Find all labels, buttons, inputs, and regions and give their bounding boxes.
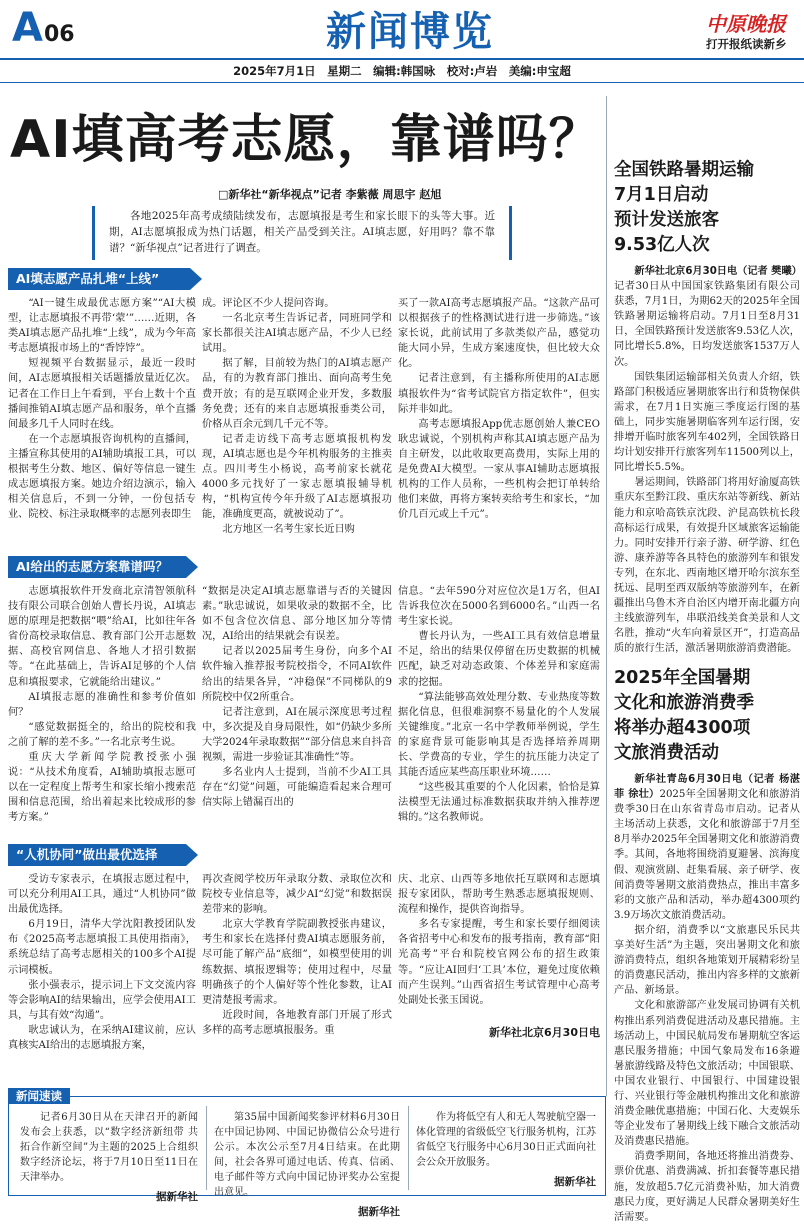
- source-line: 新华社北京6月30日电: [489, 1026, 600, 1039]
- article-paragraph: AI填报志愿的准确性和参考价值如何？: [8, 691, 196, 718]
- section1-col3: [398, 296, 600, 554]
- brief-divider: [408, 1106, 409, 1190]
- story1-title-line: 全国铁路暑期运输: [614, 160, 754, 180]
- story2-paragraph: 文化和旅游部产业发展司协调有关机构推出系列消费促进活动及惠民措施。主场活动上，中国民航局发布暑期航空客运惠民服务措施；中国气象局发布16条避暑旅游线路及特色文旅活动；中国银联、中国农业银行、中国银行、中国建设银行、兴业银行等金融机构推出文化和旅游消费金融优惠措施；中国石化、大麦娱乐等企业发布了暑期线上线下融合文旅活动及消费惠民措施。: [614, 1000, 800, 1148]
- brief-item: [416, 1110, 596, 1194]
- intro-box: [92, 206, 512, 260]
- article-paragraph: 记者走访线下高考志愿填报机构发现，AI填志愿也是今年机构服务的主推卖点。四川考生小杨说，高考前家长就花4000多元找好了一家志愿填报辅导机构，“机构宣传今年升级了AI志愿填报功能，准确度更高，就被说动了”。: [202, 433, 392, 521]
- section2-col1: [8, 584, 196, 842]
- article-paragraph: 据了解，目前较为热门的AI填志愿产品，有的为教育部门推出、面向高考生免费开放；有的是互联网企业开发，多数服务免费；还有的来自志愿填报垂类公司，价格从百余元到几千元不等。: [202, 358, 392, 430]
- sidebar-story1-body: [614, 264, 802, 655]
- brief-text: 第35届中国新闻奖参评材料6月30日在中国记协网、中国记协微信公众号进行公示。本次公示至7月4日结束。在此期间，社会各界可通过电话、传真、信函、电子邮件等方式向中国记协评奖办公室提出意见。: [214, 1112, 400, 1198]
- article-paragraph: 北方地区一名考生家长近日购: [222, 524, 355, 536]
- article-paragraph: 重庆大学新闻学院教授张小强说：“从技术角度看，AI辅助填报志愿可以在一定程度上帮考生和家长缩小搜索范围和信息范围，给出着起来比较成形的参考方案。”: [8, 752, 196, 824]
- article-paragraph: 成。评论区不少人提问咨询。: [202, 298, 335, 309]
- brief-text: 作为将低空有人和无人驾驶航空器一体化管理的省级低空飞行服务机构，江苏省低空飞行服务中心6月30日正式面向社会公众开放服务。: [416, 1112, 596, 1168]
- sidebar-story2-title: [614, 666, 800, 766]
- intro-text: 各地2025年高考成绩陆续发布，志愿填报是考生和家长眼下的头等大事。近期，AI志愿填报成为热门话题，相关产品受到关注。AI填志愿，好用吗？靠不靠谱？“新华视点”记者进行了调查。: [109, 210, 495, 254]
- story1-title-line: 9.53亿人次: [614, 235, 710, 255]
- section-heading-2: AI给出的志愿方案靠谱吗？: [8, 556, 186, 578]
- logo-text: 中原晚报: [706, 14, 786, 36]
- section3-col2: [202, 872, 392, 1042]
- article-paragraph: 多名业内人士提到，当前不少AI工具存在“幻觉”问题，可能编造看起来合理可信实际上错漏百出的: [202, 767, 392, 809]
- article-paragraph: 受访专家表示，在填报志愿过程中，可以充分利用AI工具，通过“人机协同”做出最优选择。: [8, 874, 196, 916]
- article-paragraph: 耿忠诚认为，在采纳AI建议前，应认真核实AI给出的志愿填报方案，: [8, 1024, 196, 1052]
- column-divider: [606, 96, 607, 1096]
- article-paragraph: 志愿填报软件开发商北京清智领航科技有限公司联合创始人曹长丹说，AI填志愿的原理是把数据“喂”给AI，比如往年各省份高校录取信息、教育部门公开志愿数据、高校官网信息、各地人才招引数据等。“在此基础上，告诉AI足够的个人信息和填报要求，它就能给出建议。”: [8, 586, 196, 688]
- slogan: 打开报纸读新乡: [706, 37, 787, 51]
- dateline: 2025年7月1日 星期二 编辑:韩国咏 校对:卢岩 美编:申宝超: [233, 64, 571, 78]
- newspaper-logo: [706, 8, 786, 37]
- article-paragraph: 多名专家提醒，考生和家长要仔细阅读各省招考中心和发布的报考指南，教育部“阳光高考”平台和院校官网公布的招生政策等。“应让AI回归‘工具’本位，避免过度依赖而产生误判。”山西省招生考试管理中心高考处副处长张玉国说。: [398, 919, 600, 1006]
- story2-paragraph: 2025年全国暑期文化和旅游消费季30日在山东省青岛市启动。记者从主场活动上获悉，文化和旅游部于7月至8月举办2025年全国暑期文化和旅游消费季。其间，各地将围绕消夏避暑、滨海度假、观演赏剧、赶集看展、亲子研学、夜间消费等暑期文旅消费热点，推出丰富多彩的文旅产品和活动，举办超4300项约3.9万场次文旅消费活动。: [614, 789, 801, 921]
- story1-dateline: 新华社北京6月30日电（记者 樊曦）: [634, 266, 802, 277]
- story1-paragraph: 国铁集团运输部相关负责人介绍，铁路部门积极适应暑期旅客出行和货物保供需求，在7月1日实施三季度运行图的基础上，同步实施暑期临客列车运行图，安排增开临时旅客列车402列，全国铁路日均计划安排开行旅客列车11500列以上，同比增长5.5%。: [614, 371, 800, 474]
- story2-title-line: 2025年全国暑期: [614, 668, 751, 688]
- story2-paragraph: 消费季期间，各地还将推出消费券、票价优惠、消费满减、折扣套餐等惠民措施，发放超5.7亿元消费补贴，加大消费惠民力度，更好满足人民群众暑期美好生活需要。: [614, 1151, 800, 1223]
- story2-paragraph: 据介绍，消费季以“文旅惠民乐民共享美好生活”为主题，突出暑期文化和旅游消费特点，组织各地策划开展精彩纷呈的消费惠民活动，推出内容多样的文旅新产品、新场景。: [614, 924, 800, 997]
- section2-col3: [398, 584, 600, 842]
- masthead-rule-bottom: [0, 82, 804, 83]
- section3-col3: [398, 872, 600, 1022]
- article-paragraph: 高考志愿填报App优志愿创始人兼CEO耿忠诚说，个别机构声称其AI填志愿产品为自主研发，以此收取更高费用，实际上用的是免费AI大模型。一家从事AI辅助志愿填报机构的工作人员称，一些机构会把订单转给他们来做，再将方案转卖给考生和家长，“加价几百元或上千元”。: [398, 418, 600, 521]
- article-paragraph: 6月19日，清华大学沈阳教授团队发布《2025高考志愿填报工具使用指南》，系统总结了高考志愿相关的100多个AI提示词模板。: [8, 919, 196, 976]
- brief-source: 据新华社: [554, 1176, 596, 1188]
- article-paragraph: 记者注意到，AI在展示深度思考过程中，多次提及自身局限性，如“仍缺少多所大学2024年录取数据”“部分信息来自抖音视频，需进一步验证其准确性”等。: [202, 706, 392, 764]
- story2-title-line: 将举办超4300项: [614, 718, 751, 738]
- page-number: 06: [44, 22, 75, 47]
- main-headline: AI填高考志愿，靠谱吗？: [10, 110, 602, 170]
- brief-text: 记者6月30日从在天津召开的新闻发布会上获悉，以“数字经济新纽带 共拓合作新空间”为主题的2025上合组织数字经济论坛，将于7月10日至11日在天津举办。: [20, 1112, 198, 1183]
- brief-item: [20, 1110, 198, 1203]
- story2-title-line: 文化和旅游消费季: [614, 693, 754, 713]
- brief-item: [214, 1110, 400, 1218]
- article-paragraph: 在一个志愿填报咨询机构的直播间，主播宣称其使用的AI辅助填报工具，可以根据考生分数、地区、偏好等信息一键生成志愿填报方案。她边介绍边演示，输入相关信息后，不到一分钟，一份包括专业、院校、标注录取概率的志愿列表即生: [8, 433, 196, 521]
- section-title: 新闻博览: [326, 9, 494, 55]
- article-paragraph: 一名北京考生告诉记者，同班同学和家长都很关注AI填志愿产品，不少人已经试用。: [202, 313, 392, 355]
- story1-paragraph: 暑运期间，铁路部门将用好渝厦高铁重庆东至黔江段、重庆东站等新线、新站能力和京哈高铁京沈段、沪昆高铁杭长段高标运行成果，有效提升区域旅客运输能力。同时安排开行亲子游、研学游、红色游、康养游等各具特色的旅游列车和银发专列，在东北、西南地区增开哈尔滨东至抚远、昆明至西双版纳等旅游列车，在新疆推出乌鲁木齐自治区内增开南北疆方向主线旅游列车，串联沿线美食美景和人文名胜，推动“火车向着景区开”，打造高品质的旅行生活，激活暑期旅游消费潜能。: [614, 477, 800, 655]
- brief-divider: [206, 1106, 207, 1190]
- article-paragraph: “感觉数据挺全的，给出的院校和我之前了解的差不多。”一名北京考生说。: [8, 721, 196, 748]
- article-paragraph: “算法能够高效处理分数、专业热度等数据化信息，但很难洞察不易量化的个人发展关键维度。”北京一名中学教师举例说，学生的家庭背景可能影响其是否选择培养周期长、学费高的专业，学生的抗压能力决定了其能否适应某些高压职业环境……: [398, 691, 600, 779]
- article-paragraph: 张小强表示，提示词上下文交流内容等会影响AI的结果输出，应学会使用AI工具，与其有效“沟通”。: [8, 979, 196, 1021]
- article-paragraph: 买了一款AI高考志愿填报产品。“这款产品可以根据孩子的性格测试进行进一步筛选。”该家长说，此前试用了多款类似产品，感觉功能大同小异，生成方案速度快，但比较大众化。: [398, 298, 600, 370]
- brief-source: 据新华社: [358, 1206, 400, 1218]
- section2-col2: [202, 584, 392, 842]
- article-paragraph: “数据是决定AI填志愿靠谱与否的关键因素。”耿忠诚说，如果收录的数据不全，比如不包含位次信息、部分地区加分等情况，AI给出的结果就会有误差。: [202, 586, 392, 643]
- story1-title-line: 7月1日启动: [614, 185, 709, 205]
- masthead: [0, 0, 804, 88]
- section-heading-3: “人机协同”做出最优选择: [8, 844, 186, 866]
- sidebar-story2-body: [614, 772, 801, 1223]
- section1-col1: [8, 296, 196, 554]
- section-heading-1: AI填志愿产品扎堆“上线”: [8, 268, 190, 290]
- article-paragraph: 曹长丹认为，一些AI工具有效信息增量不足，给出的结果仅停留在历史数据的机械匹配，缺乏对动态政策、个体差异和家庭需求的挖掘。: [398, 631, 600, 688]
- article-paragraph: 短视频平台数据显示，最近一段时间，AI志愿填报相关话题播放量近亿次。记者在工作日上午看到，平台上数十个直播间推销AI填志愿产品和服务，单个直播间最多几千人同时在线。: [8, 358, 196, 430]
- article-paragraph: 记者注意到，有主播称所使用的AI志愿填报软件为“省考试院官方指定软件”，但实际并非如此。: [398, 373, 600, 415]
- story2-title-line: 文旅消费活动: [614, 743, 719, 763]
- article-paragraph: “这些极其重要的个人化因素，恰恰是算法模型无法通过标准数据获取并纳入推荐逻辑的。”这名教师说。: [398, 782, 600, 824]
- masthead-rule-top: [0, 58, 804, 60]
- article-paragraph: 记者以2025届考生身份，向多个AI软件输入推荐报考院校指令，不同AI软件给出的结果各异，“冲稳保”不同梯队的9所院校中仅2所重合。: [202, 646, 392, 703]
- article-paragraph: 庆、北京、山西等多地依托互联网和志愿填报专家团队，帮助考生熟悉志愿填报规则、流程和操作，提供咨询指导。: [398, 874, 600, 916]
- page-letter: A: [12, 5, 43, 51]
- sidebar-story1-title: [614, 158, 800, 258]
- story1-title-line: 预计发送旅客: [614, 210, 719, 230]
- story1-paragraph: 记者30日从中国国家铁路集团有限公司获悉，7月1日，为期62天的2025年全国铁路暑期运输将启动。7月1日至8月31日，全国铁路预计发送旅客9.53亿人次，同比增长5.8%，日均发送旅客1537万人次。: [614, 281, 800, 368]
- section3-col1: [8, 872, 196, 1052]
- section1-col2: [202, 296, 392, 554]
- briefs-label: 新闻速读: [8, 1088, 70, 1104]
- story2-dateline: 新华社青岛6月30日电（记者 杨湛菲 徐壮）: [614, 774, 800, 801]
- article-paragraph: 再次查阅学校历年录取分数、录取位次和院校专业信息等，减少AI“幻觉”和数据误差带来的影响。: [202, 874, 392, 916]
- article-paragraph: 信息。“去年590分对应位次是1万名，但AI告诉我位次在5000名到6000名。”山西一名考生家长说。: [398, 586, 600, 628]
- byline: □新华社“新华视点”记者 李紫薇 周思宇 赵旭: [218, 188, 442, 201]
- article-paragraph: 近段时间，各地教育部门开展了形式多样的高考志愿填报服务。重: [202, 1009, 392, 1036]
- article-paragraph: “AI一键生成最优志愿方案”“AI大模型，让志愿填报不再带‘蒙’”……近期，各类AI填志愿产品扎堆“上线”，成为今年高考志愿填报市场上的“香饽饽”。: [8, 298, 196, 355]
- article-paragraph: 北京大学教育学院副教授张冉建议，考生和家长在选择付费AI填志愿服务前，尽可能了解产品“底细”，如模型使用的训练数据、填报逻辑等；使用过程中，尽量明确孩子的个人偏好等个性化参数，让AI更清楚报考需求。: [202, 919, 392, 1006]
- brief-source: 据新华社: [156, 1191, 198, 1203]
